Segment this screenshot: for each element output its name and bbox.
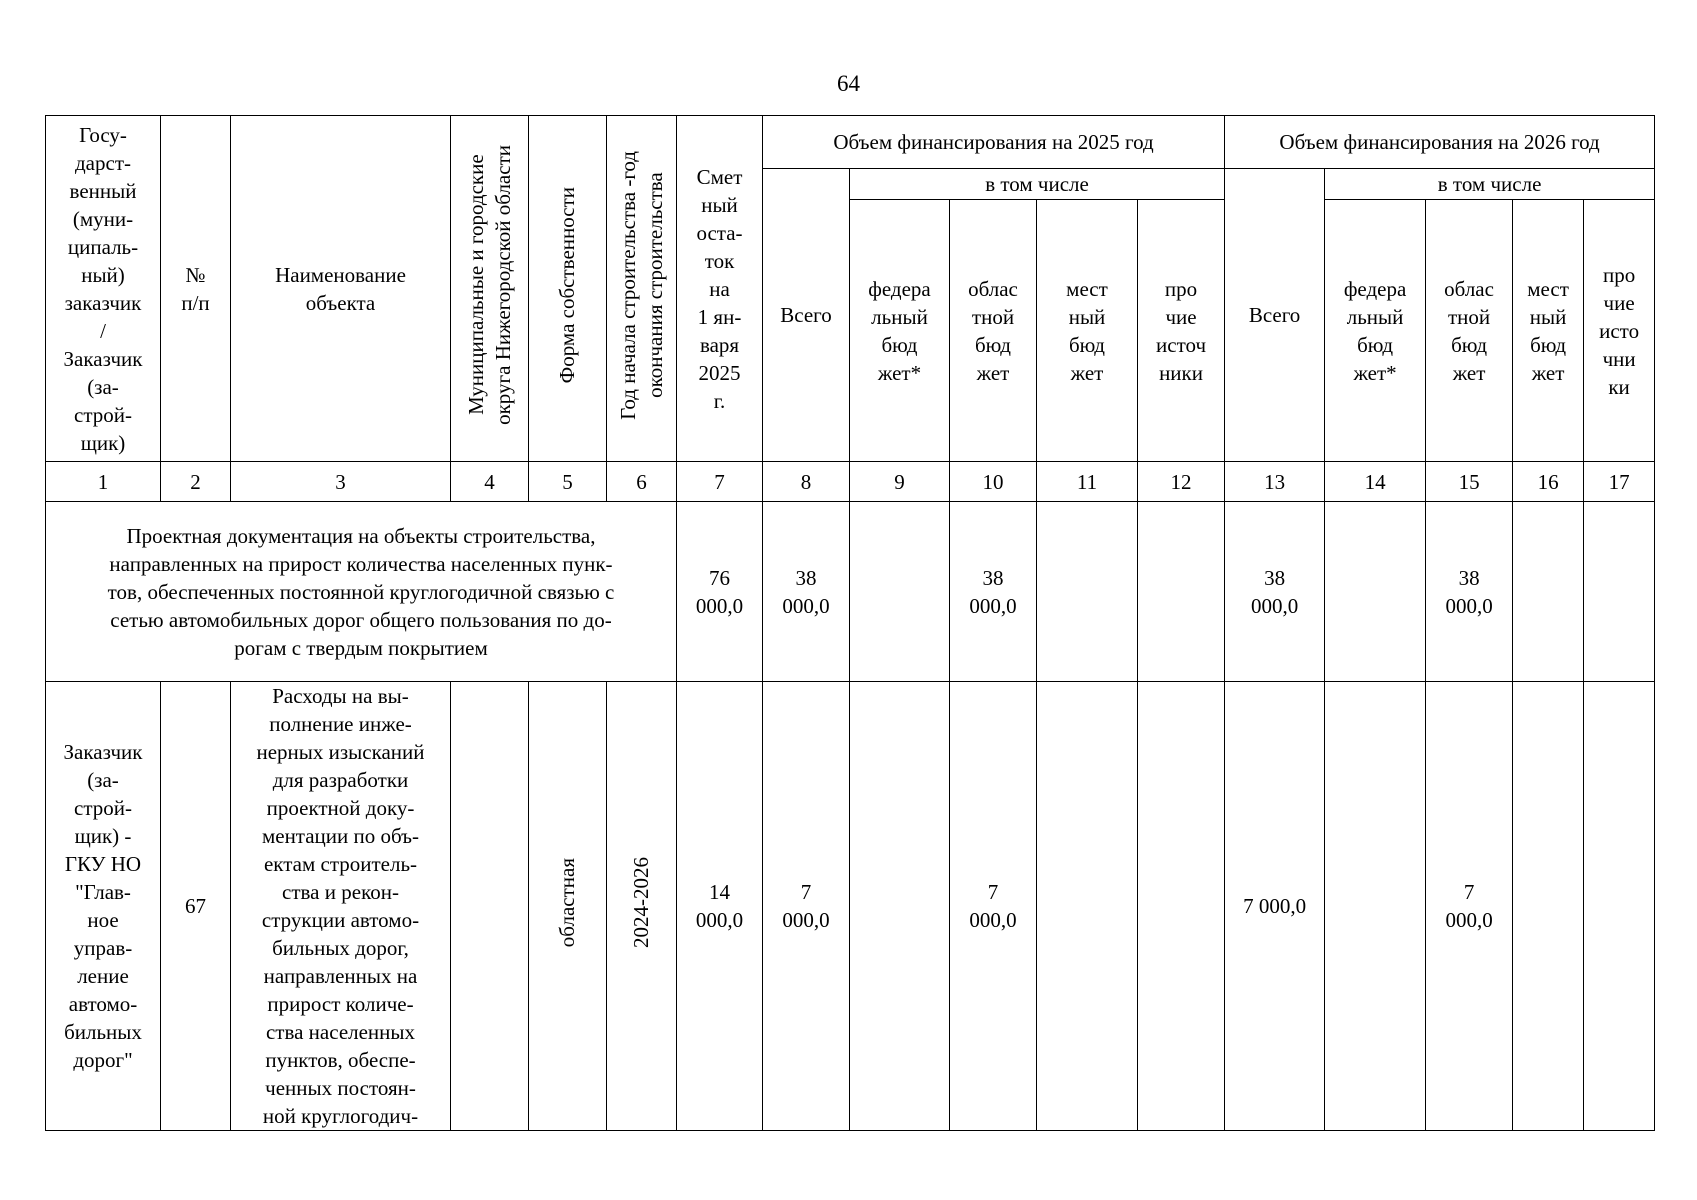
row-other-2026 bbox=[1584, 682, 1655, 1131]
row-total-2026: 7 000,0 bbox=[1225, 682, 1325, 1131]
header-number: № п/п bbox=[161, 116, 231, 462]
header-funding-2025: Объем финансирования на 2025 год bbox=[763, 116, 1225, 169]
section-federal-2026 bbox=[1325, 502, 1426, 682]
row-number: 67 bbox=[161, 682, 231, 1131]
header-ownership-text: Форма собственности bbox=[555, 186, 579, 384]
section-title: Проектная документация на объекты строительства, направленных на прирост количества населенных пунк- тов, обеспеченных постоянной круглогодичной связью с сетью автомобильных дорог общего пользования по до- рогам с твердым покрытием bbox=[46, 502, 677, 682]
column-number: 17 bbox=[1584, 462, 1655, 502]
column-number: 1 bbox=[46, 462, 161, 502]
section-regional-2026: 38 000,0 bbox=[1426, 502, 1513, 682]
column-number: 6 bbox=[607, 462, 677, 502]
header-years-text: Год начала строительства -год окончания строительства bbox=[615, 150, 667, 420]
row-balance: 14 000,0 bbox=[677, 682, 763, 1131]
header-ownership bbox=[529, 116, 607, 462]
header-other-2025: про чие источ ники bbox=[1138, 200, 1225, 462]
row-local-2025 bbox=[1037, 682, 1138, 1131]
header-total-2025: Всего bbox=[763, 169, 850, 462]
header-regional-2026: облас тной бюд жет bbox=[1426, 200, 1513, 462]
row-local-2026 bbox=[1513, 682, 1584, 1131]
section-federal-2025 bbox=[850, 502, 950, 682]
section-other-2026 bbox=[1584, 502, 1655, 682]
column-number-row bbox=[46, 462, 1655, 502]
section-local-2025 bbox=[1037, 502, 1138, 682]
header-total-2026: Всего bbox=[1225, 169, 1325, 462]
header-object-name: Наименование объекта bbox=[231, 116, 451, 462]
row-federal-2025 bbox=[850, 682, 950, 1131]
section-row bbox=[46, 502, 1655, 682]
row-municipalities bbox=[451, 682, 529, 1131]
column-number: 5 bbox=[529, 462, 607, 502]
row-object-name: Расходы на вы- полнение инже- нерных изысканий для разработки проектной доку- ментации по объ- ектам строитель- ства и рекон- струкции автомо- бильных дорог, направленных на прирост количе- ства населенных пунктов, обеспе- ченных постоян- ной круглогодич- bbox=[231, 682, 451, 1131]
header-customer: Госу- дарст- венный (муни- ципаль- ный) заказчик / Заказчик (за- строй- щик) bbox=[46, 116, 161, 462]
header-municipalities bbox=[451, 116, 529, 462]
header-federal-2026: федера льный бюд жет* bbox=[1325, 200, 1426, 462]
row-other-2025 bbox=[1138, 682, 1225, 1131]
column-number: 15 bbox=[1426, 462, 1513, 502]
table-row bbox=[46, 682, 1655, 1131]
row-years-text: 2024-2026 bbox=[629, 857, 653, 948]
header-row-1 bbox=[46, 116, 1655, 169]
column-number: 13 bbox=[1225, 462, 1325, 502]
header-funding-2026: Объем финансирования на 2026 год bbox=[1225, 116, 1655, 169]
column-number: 10 bbox=[950, 462, 1037, 502]
column-number: 4 bbox=[451, 462, 529, 502]
column-number: 12 bbox=[1138, 462, 1225, 502]
section-total-2026: 38 000,0 bbox=[1225, 502, 1325, 682]
header-other-2026: про чие исто чни ки bbox=[1584, 200, 1655, 462]
section-local-2026 bbox=[1513, 502, 1584, 682]
row-ownership bbox=[529, 682, 607, 1131]
header-including-2025: в том числе bbox=[850, 169, 1225, 200]
row-customer: Заказчик (за- строй- щик) - ГКУ НО "Глав- ное управ- ление автомо- бильных дорог" bbox=[46, 682, 161, 1131]
row-regional-2025: 7 000,0 bbox=[950, 682, 1037, 1131]
section-balance: 76 000,0 bbox=[677, 502, 763, 682]
column-number: 14 bbox=[1325, 462, 1426, 502]
header-local-2025: мест ный бюд жет bbox=[1037, 200, 1138, 462]
header-municipalities-text: Муниципальные и городские округа Нижегородской области bbox=[463, 145, 515, 425]
row-years bbox=[607, 682, 677, 1131]
column-number: 2 bbox=[161, 462, 231, 502]
header-years bbox=[607, 116, 677, 462]
column-number: 3 bbox=[231, 462, 451, 502]
row-federal-2026 bbox=[1325, 682, 1426, 1131]
row-ownership-text: областная bbox=[555, 857, 579, 948]
row-total-2025: 7 000,0 bbox=[763, 682, 850, 1131]
row-regional-2026: 7 000,0 bbox=[1426, 682, 1513, 1131]
column-number: 11 bbox=[1037, 462, 1138, 502]
column-number: 8 bbox=[763, 462, 850, 502]
section-regional-2025: 38 000,0 bbox=[950, 502, 1037, 682]
financing-table bbox=[45, 115, 1655, 1131]
page-number: 64 bbox=[837, 71, 860, 96]
header-local-2026: мест ный бюд жет bbox=[1513, 200, 1584, 462]
column-number: 16 bbox=[1513, 462, 1584, 502]
section-total-2025: 38 000,0 bbox=[763, 502, 850, 682]
header-balance: Смет ный оста- ток на 1 ян- варя 2025 г. bbox=[677, 116, 763, 462]
section-other-2025 bbox=[1138, 502, 1225, 682]
header-federal-2025: федера льный бюд жет* bbox=[850, 200, 950, 462]
column-number: 7 bbox=[677, 462, 763, 502]
header-regional-2025: облас тной бюд жет bbox=[950, 200, 1037, 462]
header-including-2026: в том числе bbox=[1325, 169, 1655, 200]
column-number: 9 bbox=[850, 462, 950, 502]
